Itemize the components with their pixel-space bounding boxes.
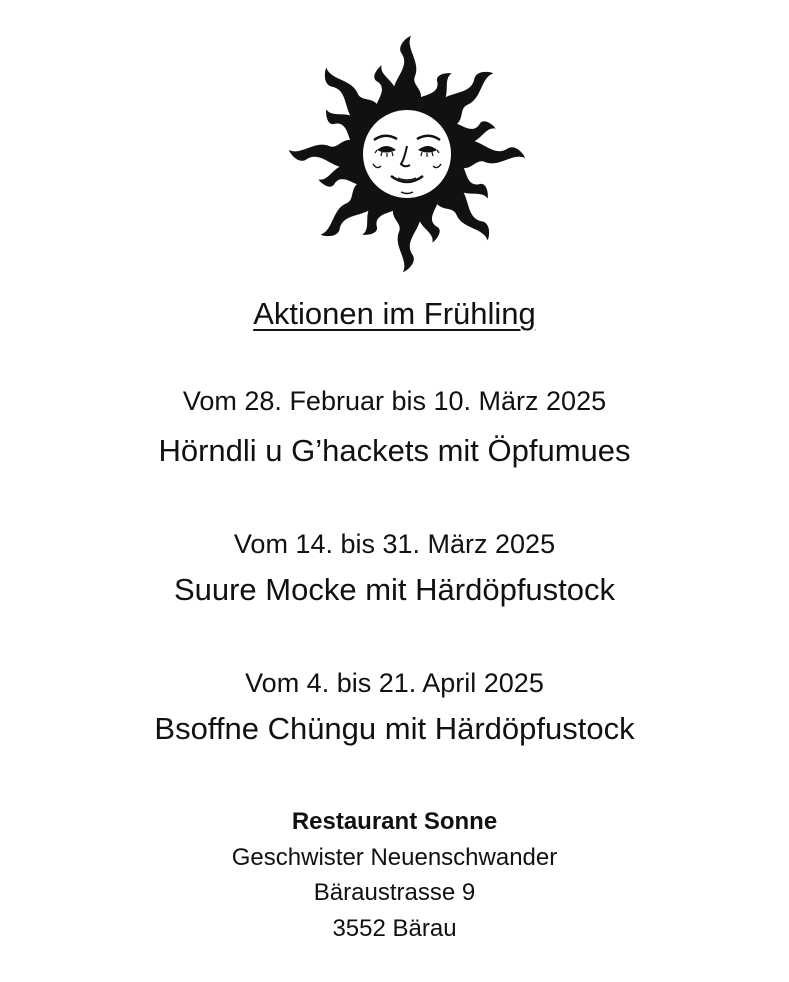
restaurant-city: 3552 Bärau	[332, 915, 457, 942]
promotion-dish: Suure Mocke mit Härdöpfustock	[173, 572, 616, 607]
restaurant-owners: Geschwister Neuenschwander	[231, 844, 558, 871]
promotion-period: Vom 4. bis 21. April 2025	[245, 668, 544, 698]
sun-ray	[393, 36, 421, 102]
restaurant-name: Restaurant Sonne	[291, 808, 498, 835]
restaurant-street: Bäraustrasse 9	[313, 879, 476, 906]
promotion-dish: Hörndli u G’hackets mit Öpfumues	[158, 433, 631, 468]
promotion-period: Vom 28. Februar bis 10. März 2025	[182, 386, 607, 416]
promotion-period: Vom 14. bis 31. März 2025	[233, 529, 556, 559]
sun-face-icon	[285, 34, 529, 274]
page-title: Aktionen im Frühling	[253, 296, 536, 331]
sun-ray	[459, 140, 525, 168]
sun-ray	[289, 140, 355, 168]
sun-ray	[393, 206, 421, 272]
promotion-dish: Bsoffne Chüngu mit Härdöpfustock	[154, 711, 635, 746]
